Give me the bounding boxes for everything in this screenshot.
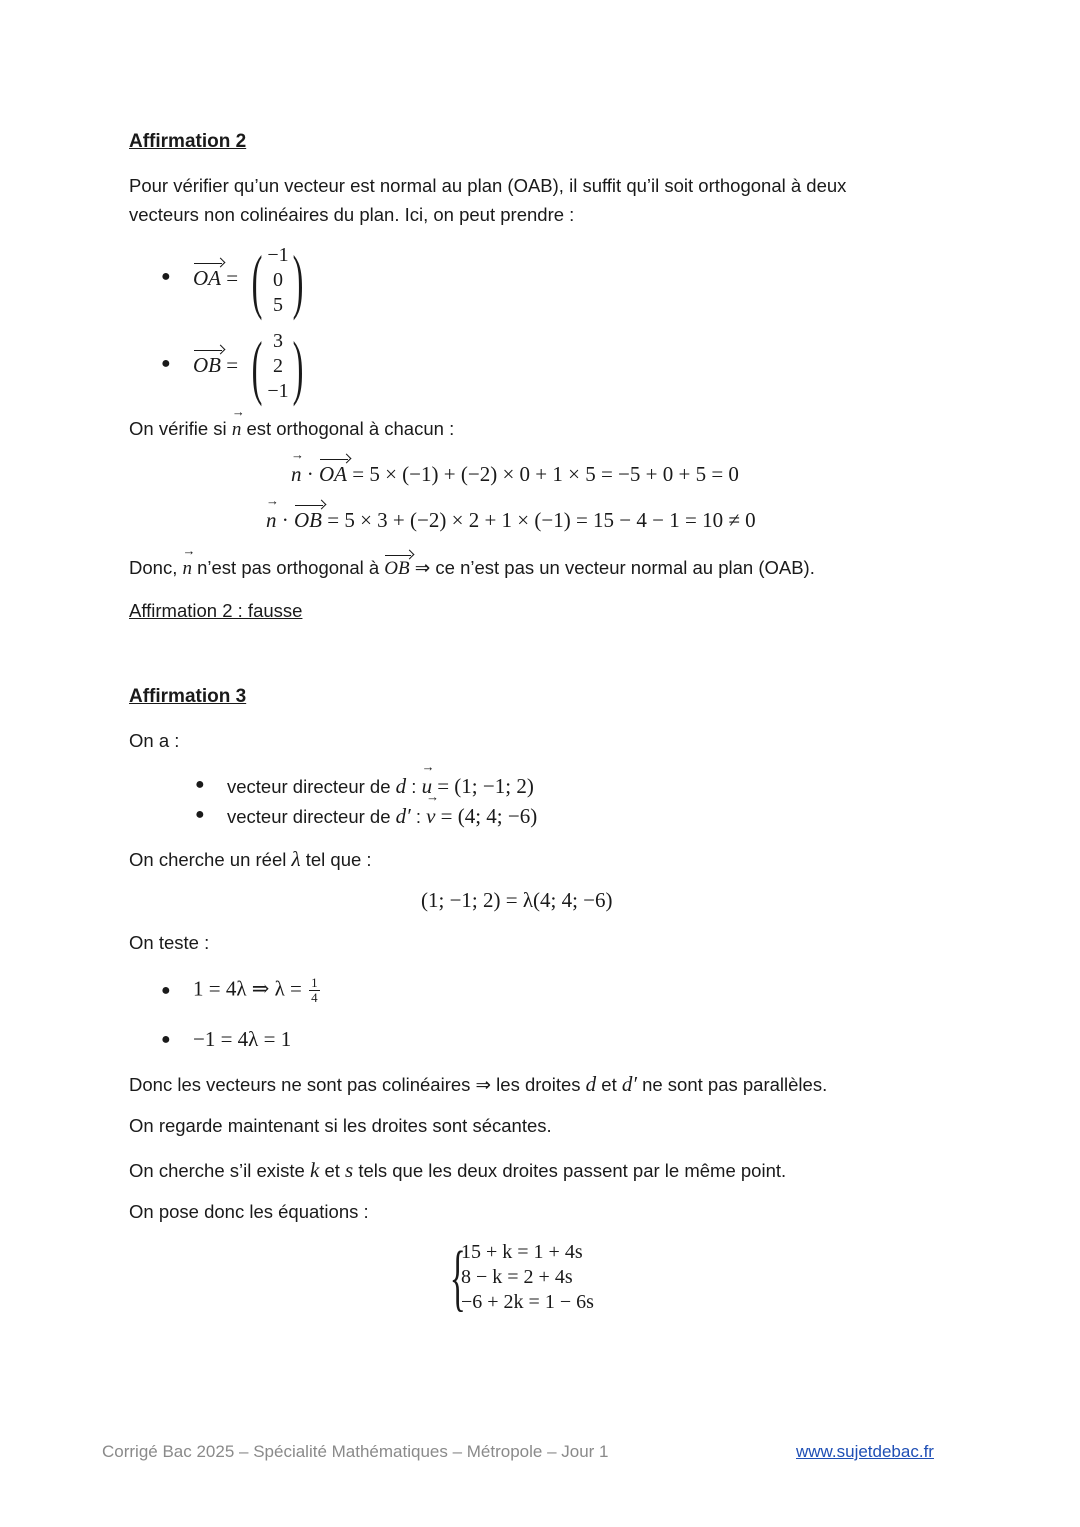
- system-equation: 15 + k = 1 + 4s: [461, 1241, 583, 1263]
- bullet: ●: [195, 806, 205, 823]
- equation-system: [461, 1240, 594, 1315]
- bullet: ●: [161, 355, 171, 372]
- component: 0: [273, 269, 283, 291]
- right-paren: ): [292, 327, 304, 407]
- component: 2: [273, 355, 283, 377]
- vector-ob-name: OB: [193, 353, 221, 377]
- left-paren: (: [251, 241, 263, 321]
- component: 5: [273, 294, 283, 316]
- dir-u-value: = (1; −1; 2): [437, 774, 534, 798]
- check-line: [129, 418, 454, 441]
- seek-suffix: tel que :: [305, 849, 372, 870]
- conclusion-a: Donc,: [129, 557, 178, 578]
- component: 3: [273, 330, 283, 352]
- check-prefix: On vérifie si: [129, 418, 227, 439]
- bullet: ●: [161, 1031, 171, 1048]
- vector-n: n →: [232, 419, 242, 441]
- dot-product-oa: n → · OA = 5 × (−1) + (−2) × 0 + 1 × 5 = −5 + 0 + 5 = 0: [291, 462, 739, 487]
- bullet: ●: [161, 268, 171, 285]
- seek-line: On cherche un réel λ tel que :: [129, 847, 372, 871]
- dir-label: vecteur directeur de: [227, 776, 391, 797]
- footer-text: Corrigé Bac 2025 – Spécialité Mathématiques – Métropole – Jour 1: [102, 1442, 609, 1461]
- heading-affirmation-2: Affirmation 2: [129, 131, 247, 152]
- dot-product-ob-value: = 5 × 3 + (−2) × 2 + 1 × (−1) = 15 − 4 − 1 = 10 ≠ 0: [327, 508, 756, 532]
- vector-oa-label: OA =: [193, 266, 239, 290]
- conclusion-line: Donc, n → n’est pas orthogonal à OB ⇒ ce n’est pas un vecteur normal au plan (OAB).: [129, 557, 815, 580]
- on-a: On a :: [129, 730, 180, 751]
- vector-oa-name: OA: [193, 266, 221, 290]
- dir-label: vecteur directeur de: [227, 806, 391, 827]
- direction-v-line: vecteur directeur de d′ : v → = (4; 4; −6): [227, 804, 537, 829]
- conclusion-b: n’est pas orthogonal à: [197, 557, 380, 578]
- intro-line-1: Pour vérifier qu’un vecteur est normal au plan (OAB), il suffit qu’il soit orthogonal à deux: [129, 175, 847, 196]
- system-brace: {: [449, 1237, 466, 1319]
- dir-v-value: = (4; 4; −6): [440, 804, 538, 828]
- test-1: [193, 976, 320, 1005]
- paragraph-secantes: On regarde maintenant si les droites sont sécantes.: [129, 1115, 552, 1136]
- paragraph-equations: On pose donc les équations :: [129, 1201, 369, 1222]
- paragraph-not-parallel: Donc les vecteurs ne sont pas colinéaires ⇒ les droites d et d′ ne sont pas parallèles.: [129, 1072, 828, 1096]
- bullet: ●: [195, 776, 205, 793]
- dot-product-ob: n → · OB = 5 × 3 + (−2) × 2 + 1 × (−1) = 15 − 4 − 1 = 10 ≠ 0: [266, 508, 756, 533]
- fraction: $\frac{1}{4}$: [311, 975, 318, 1005]
- check-suffix: est orthogonal à chacun :: [246, 418, 455, 439]
- conclusion-c: ⇒ ce n’est pas un vecteur normal au plan (OAB).: [414, 557, 815, 578]
- component: −1: [267, 380, 289, 402]
- system-equation: −6 + 2k = 1 − 6s: [461, 1291, 594, 1313]
- heading-affirmation-3: Affirmation 3: [129, 686, 247, 707]
- dot-product-oa-value: = 5 × (−1) + (−2) × 0 + 1 × 5 = −5 + 0 + 5 = 0: [352, 462, 739, 486]
- lambda-equation: (1; −1; 2) = λ(4; 4; −6): [421, 888, 613, 912]
- verdict-affirmation-2: Affirmation 2 : fausse: [129, 600, 303, 621]
- left-paren: (: [251, 327, 263, 407]
- direction-u-line: vecteur directeur de d : u → = (1; −1; 2): [227, 774, 534, 799]
- right-paren: ): [292, 241, 304, 321]
- paragraph-exist-k-s: On cherche s’il existe k et s tels que les deux droites passent par le même point.: [129, 1158, 787, 1182]
- test-1-text: 1 = 4λ ⇒ λ =: [193, 976, 302, 1001]
- vector-ob-label: OB =: [193, 353, 239, 377]
- seek-prefix: On cherche un réel: [129, 849, 287, 870]
- test-label: On teste :: [129, 932, 210, 953]
- bullet: ●: [161, 982, 171, 999]
- test-2: −1 = 4λ = 1: [193, 1027, 292, 1051]
- intro-line-2: vecteurs non colinéaires du plan. Ici, on peut prendre :: [129, 204, 575, 225]
- component: −1: [267, 244, 289, 266]
- system-equation: 8 − k = 2 + 4s: [461, 1266, 573, 1288]
- footer-link[interactable]: www.sujetdebac.fr: [796, 1442, 934, 1461]
